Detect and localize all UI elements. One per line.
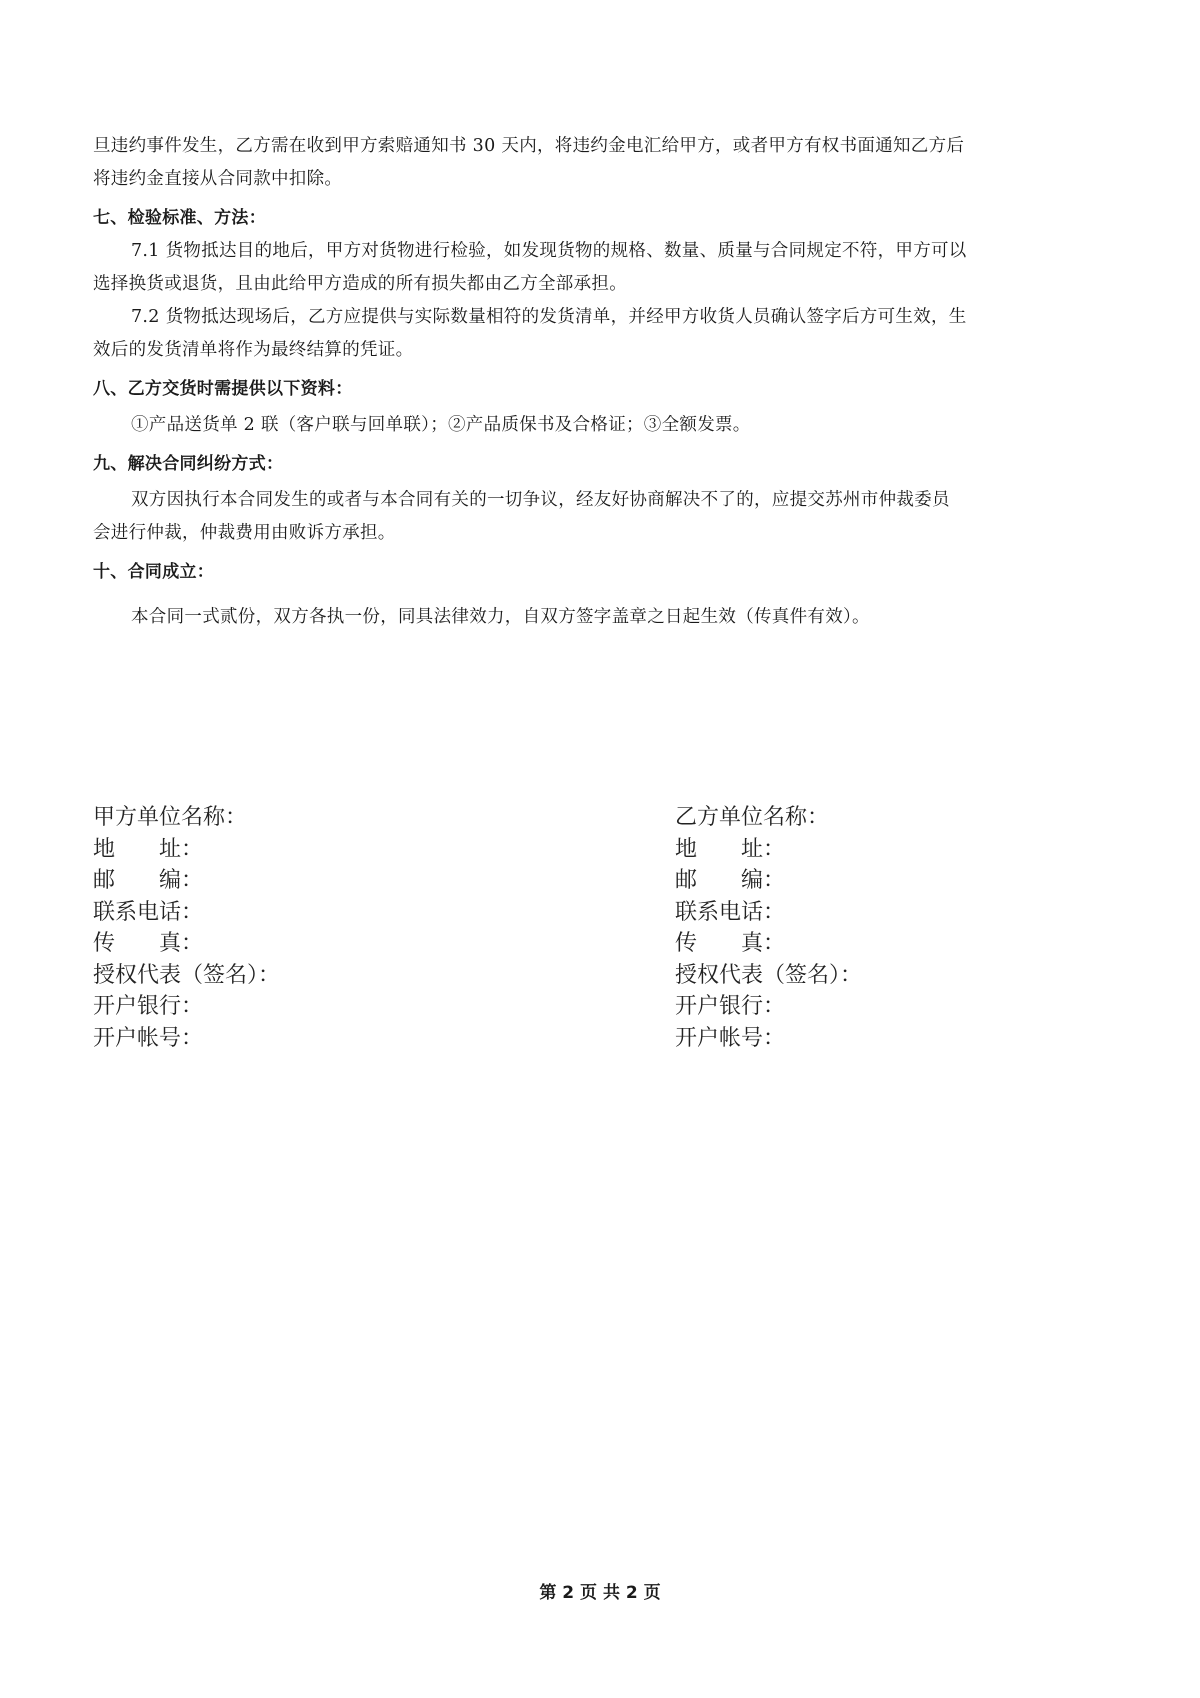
- party-b-name-label: 乙方单位名称：: [675, 805, 830, 830]
- section-8-heading: 八、乙方交货时需提供以下资料：: [93, 379, 353, 399]
- section-7-2-line-2: 效后的发货清单将作为最终结算的凭证。: [93, 340, 414, 360]
- party-a-address-label: 地 址：: [93, 836, 204, 862]
- continuation-line-2: 将违约金直接从合同款中扣除。: [93, 169, 343, 189]
- party-a-bank-label: 开户银行：: [93, 994, 204, 1019]
- party-b-signature-block: [675, 802, 862, 1054]
- section-7-1-line-1: 7.1 货物抵达目的地后，甲方对货物进行检验，如发现货物的规格、数量、质量与合同规定不符，甲方可以: [131, 241, 967, 261]
- party-a-fax-label: 传 真：: [93, 931, 204, 956]
- party-a-postcode-label: 邮 编：: [93, 868, 204, 893]
- party-b-account-label: 开户帐号：: [675, 1025, 786, 1051]
- party-a-account-label: 开户帐号：: [93, 1025, 204, 1051]
- section-7-heading: 七、检验标准、方法：: [93, 208, 266, 228]
- section-7-2-line-1: 7.2 货物抵达现场后，乙方应提供与实际数量相符的发货清单，并经甲方收货人员确认签字后方可生效，生: [131, 307, 967, 327]
- page-number-footer: 第 2 页 共 2 页: [539, 1583, 661, 1603]
- party-b-bank-label: 开户银行：: [675, 994, 786, 1019]
- party-a-phone-label: 联系电话：: [93, 899, 204, 925]
- party-b-phone-label: 联系电话：: [675, 899, 786, 925]
- section-9-line-1: 双方因执行本合同发生的或者与本合同有关的一切争议，经友好协商解决不了的，应提交苏州市仲裁委员: [131, 490, 950, 510]
- party-b-representative-label: 授权代表（签名）：: [675, 962, 863, 988]
- section-10-text: 本合同一式贰份，双方各执一份，同具法律效力，自双方签字盖章之日起生效（传真件有效）。: [131, 607, 870, 627]
- contract-body: [93, 130, 1115, 634]
- section-10-heading: 十、合同成立：: [93, 562, 215, 582]
- party-b-fax-label: 传 真：: [675, 931, 786, 956]
- section-8-text: ①产品送货单 2 联（客户联与回单联）；②产品质保书及合格证；③全额发票。: [131, 415, 751, 435]
- party-a-signature-block: [93, 802, 280, 1054]
- party-a-name-label: 甲方单位名称：: [93, 805, 248, 830]
- party-b-address-label: 地 址：: [675, 836, 786, 862]
- party-a-representative-label: 授权代表（签名）：: [93, 962, 281, 988]
- section-9-line-2: 会进行仲裁，仲裁费用由败诉方承担。: [93, 523, 396, 543]
- continuation-line-1: 旦违约事件发生，乙方需在收到甲方索赔通知书 30 天内，将违约金电汇给甲方，或者甲方有权书面通知乙方后: [93, 136, 965, 156]
- section-9-heading: 九、解决合同纠纷方式：: [93, 454, 284, 474]
- section-7-1-line-2: 选择换货或退货，且由此给甲方造成的所有损失都由乙方全部承担。: [93, 274, 627, 294]
- party-b-postcode-label: 邮 编：: [675, 868, 786, 893]
